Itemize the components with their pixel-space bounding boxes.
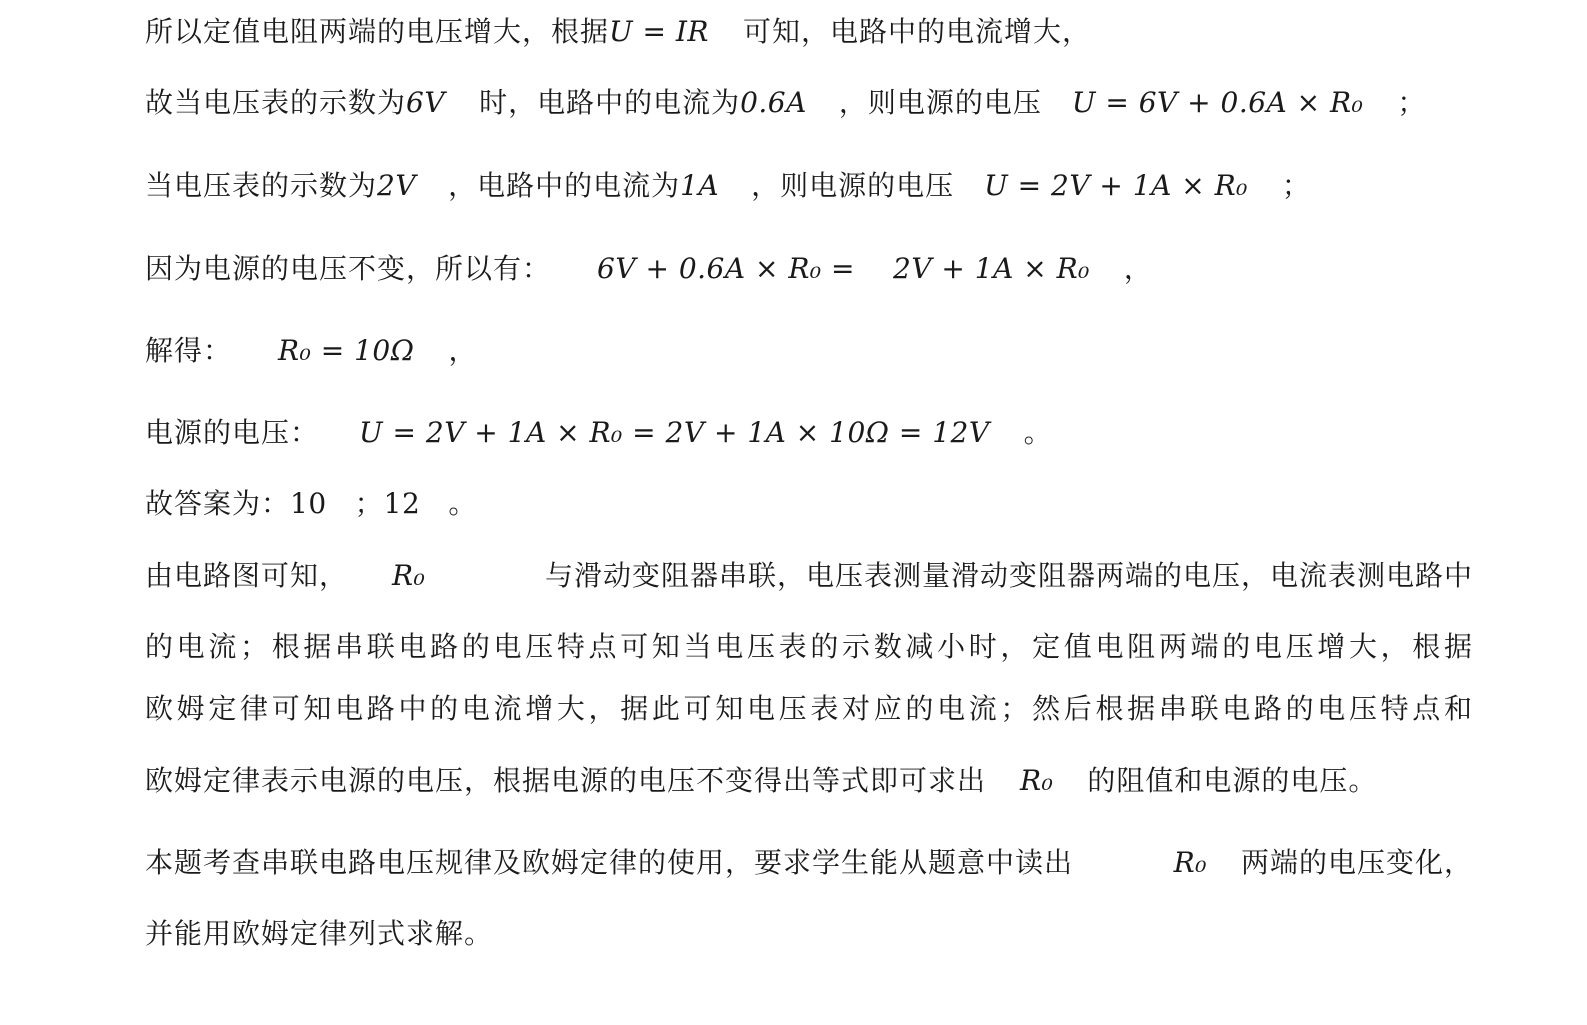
text: 因为电源的电压不变，所以有： (145, 252, 552, 285)
formula: U = 6V + 0.6A × R₀ (1071, 86, 1364, 119)
text: ； (1281, 169, 1311, 202)
formula: R₀ = 10Ω (278, 334, 415, 367)
formula: 1A (680, 169, 720, 202)
formula: R₀ (392, 559, 426, 592)
text: 。 (448, 487, 478, 520)
formula: U = 2V + 1A × R₀ (984, 169, 1248, 202)
text: ， (1123, 252, 1153, 285)
solution-line-1 (145, 12, 1091, 52)
text: 的阻值和电源的电压。 (1087, 764, 1378, 797)
solution-line-2 (145, 83, 1426, 123)
formula: U = IR (609, 15, 710, 48)
text: 可知，电路中的电流增大， (743, 15, 1092, 48)
text: 与滑动变阻器串联，电压表测量滑动变阻器两端的电压，电流表测电路中 (544, 559, 1473, 592)
analysis-line-2 (145, 627, 1473, 667)
solution-line-3 (145, 166, 1311, 206)
text: 。 (1023, 416, 1053, 449)
text: ，电路中的电流为 (448, 169, 681, 202)
text: 当电压表的示数为 (145, 169, 378, 202)
formula: R₀ (1173, 846, 1207, 879)
text: ； (1397, 86, 1427, 119)
solution-line-6 (145, 413, 1053, 453)
formula: 0.6A (740, 86, 807, 119)
text: 故答案为： (145, 487, 291, 520)
text: 故当电压表的示数为 (145, 86, 407, 119)
text: 解得： (145, 334, 233, 367)
formula: 2V (377, 169, 417, 202)
answer-value: 10 (290, 487, 327, 520)
text: 欧姆定律表示电源的电压，根据电源的电压不变得出等式即可求出 (145, 764, 987, 797)
answer-value: 12 (383, 487, 421, 520)
text: 欧姆定律可知电路中的电流增大，据此可知电压表对应的电流；然后根据串联电路的电压特点和 (145, 692, 1473, 725)
solution-line-4 (145, 249, 1153, 289)
formula: 6V (406, 86, 446, 119)
formula: U = 2V + 1A × R₀ = 2V + 1A × 10Ω = 12V (359, 416, 990, 449)
text: ，则电源的电压 (838, 86, 1042, 119)
text: 的电流；根据串联电路的电压特点可知当电压表的示数减小时，定值电阻两端的电压增大，根据 (145, 630, 1473, 663)
text: 并能用欧姆定律列式求解。 (145, 917, 494, 950)
analysis-line-3 (145, 689, 1473, 729)
text: 电源的电压： (145, 416, 320, 449)
text: 两端的电压变化， (1240, 846, 1473, 879)
text: ； (354, 487, 384, 520)
solution-line-5 (145, 331, 477, 371)
text: 时，电路中的电流为 (479, 86, 741, 119)
text: 由电路图可知， (145, 559, 349, 592)
analysis-line-4 (145, 761, 1377, 801)
text: 本题考查串联电路电压规律及欧姆定律的使用，要求学生能从题意中读出 (145, 846, 1074, 879)
text: ，则电源的电压 (751, 169, 955, 202)
analysis-line-1 (145, 556, 1473, 596)
formula: R₀ (1020, 764, 1054, 797)
commentary-line-1 (145, 843, 1473, 883)
formula: 6V + 0.6A × R₀ = (597, 252, 855, 285)
commentary-line-2 (145, 914, 493, 954)
answer-line (145, 484, 477, 524)
text: 所以定值电阻两端的电压增大，根据 (145, 15, 610, 48)
formula: 2V + 1A × R₀ (893, 252, 1090, 285)
text: ， (448, 334, 478, 367)
